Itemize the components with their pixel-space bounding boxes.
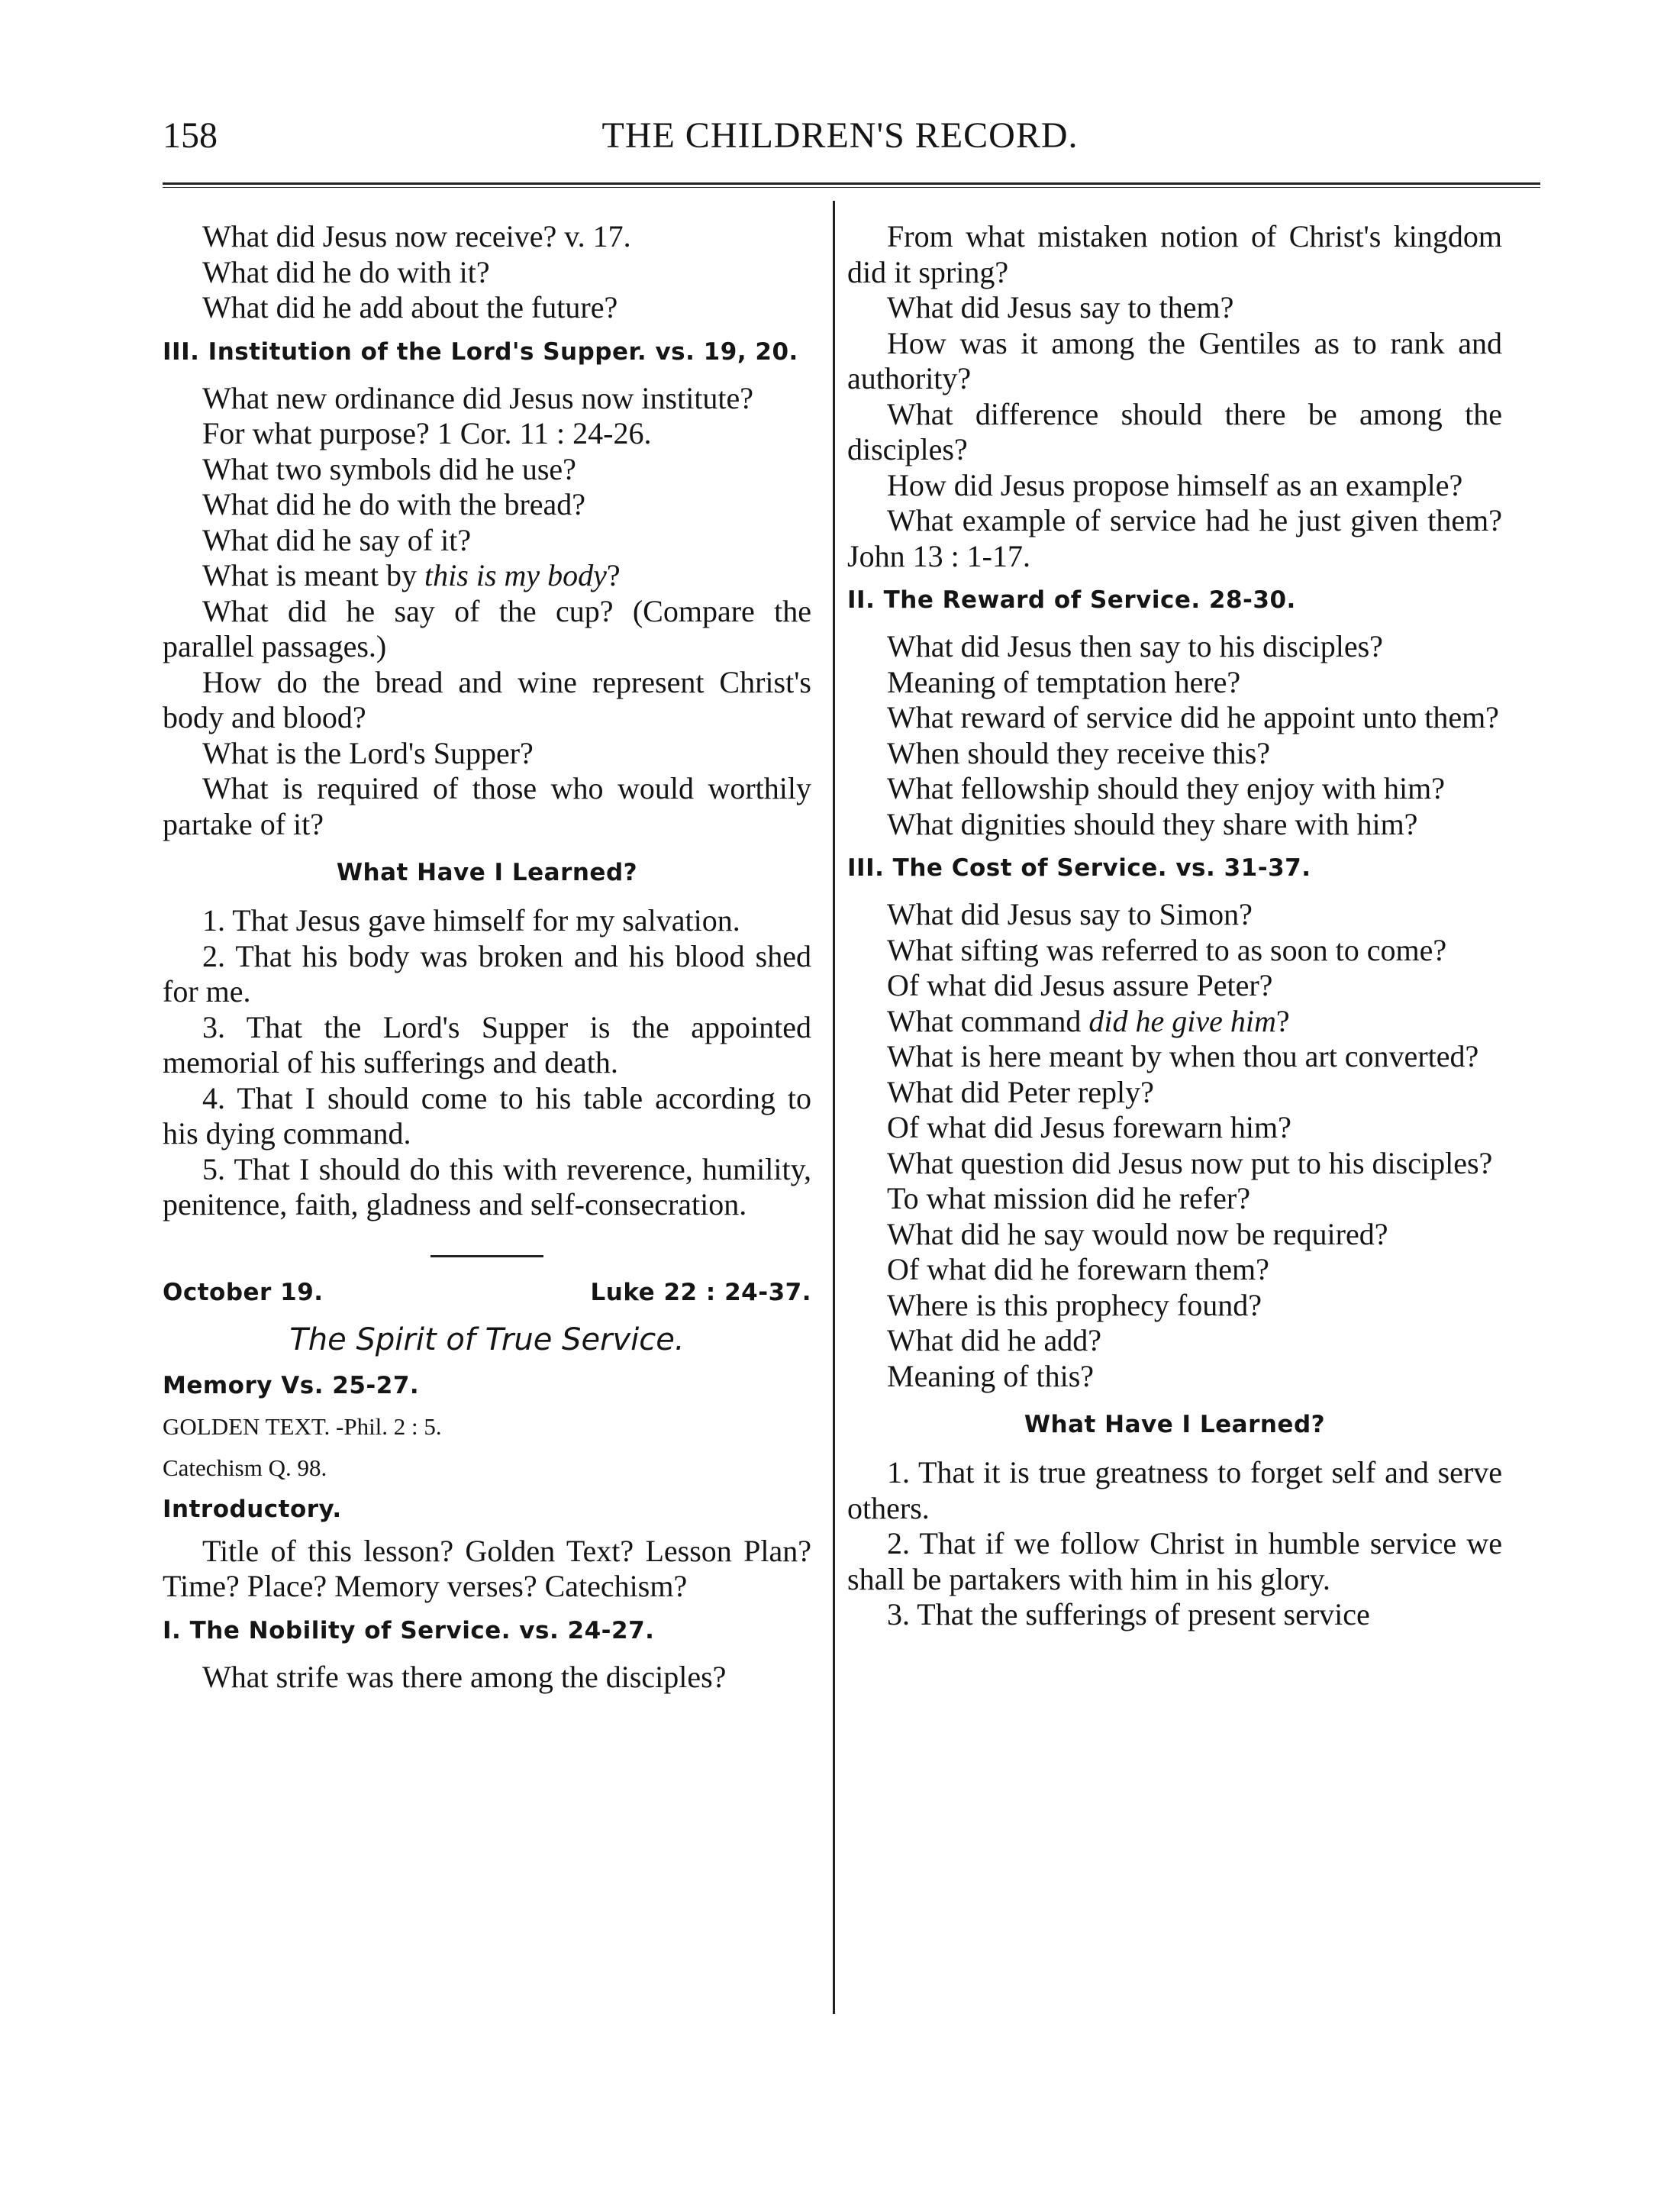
question: What did Jesus then say to his disciples? [887, 629, 1383, 663]
question: What is here meant by when thou art converted? [887, 1039, 1479, 1073]
question-italic: this is my body [424, 558, 607, 592]
golden-text: GOLDEN TEXT. -Phil. 2 : 5. [163, 1412, 442, 1440]
question: What new ordinance did Jesus now institute? [202, 380, 754, 415]
question: What reward of service did he appoint unto them? [887, 700, 1499, 734]
question-text: What command [887, 1003, 1089, 1038]
catechism: Catechism Q. 98. [163, 1454, 327, 1481]
question-text: ? [606, 558, 621, 592]
learned-item: 2. That his body was broken and his blood shed for me. [163, 938, 811, 1008]
section-heading: III. The Cost of Service. vs. 31-37. [847, 854, 1311, 882]
learned-item: 3. That the sufferings of present service [887, 1597, 1370, 1631]
question: What did he add about the future? [202, 290, 618, 324]
question: What strife was there among the disciples? [202, 1659, 727, 1694]
question: What did Jesus say to Simon? [887, 897, 1253, 931]
memory-verses: Memory Vs. 25-27. [163, 1371, 420, 1399]
question: Of what did Jesus assure Peter? [887, 968, 1273, 1002]
learned-item: 1. That Jesus gave himself for my salvation. [202, 903, 740, 937]
question [163, 558, 811, 594]
question-text: What is meant by [202, 558, 425, 592]
learned-item: 4. That I should come to his table according to his dying command. [163, 1080, 811, 1150]
question: Of what did Jesus forewarn him? [887, 1110, 1291, 1144]
question: What did he say would now be required? [887, 1216, 1388, 1251]
right-column [847, 219, 1502, 1633]
section-heading: I. The Nobility of Service. vs. 24-27. [163, 1616, 655, 1644]
question: What sifting was referred to as soon to come? [887, 932, 1447, 967]
question-text: ? [1275, 1003, 1290, 1038]
question: Where is this prophecy found? [887, 1287, 1262, 1322]
lesson-date: October 19. [163, 1278, 324, 1306]
question: What fellowship should they enjoy with him? [887, 771, 1445, 805]
question: How was it among the Gentiles as to rank and authority? [847, 325, 1502, 395]
lesson-reference: Luke 22 : 24-37. [590, 1278, 811, 1306]
question: What did he do with it? [202, 254, 490, 289]
column-divider [833, 201, 835, 2014]
learned-item: 2. That if we follow Christ in humble service we shall be partakers with him in his glory. [847, 1526, 1502, 1596]
question: Meaning of temptation here? [887, 664, 1241, 699]
learned-item: 1. That it is true greatness to forget self and serve others. [847, 1455, 1502, 1525]
header-rule [163, 182, 1540, 188]
learned-item: 3. That the Lord's Supper is the appointed memorial of his sufferings and death. [163, 1009, 811, 1079]
lesson-separator [430, 1255, 543, 1257]
learned-heading: What Have I Learned? [336, 859, 638, 886]
question: What did he do with the bread? [202, 487, 586, 521]
question: What did he say of the cup? (Compare the parallel passages.) [163, 593, 811, 663]
introductory-text: Title of this lesson? Golden Text? Lesson Plan? Time? Place? Memory verses? Catechism? [163, 1533, 811, 1603]
question: What example of service had he just given them? John 13 : 1-17. [847, 503, 1502, 573]
question: What did Jesus say to them? [887, 290, 1234, 324]
question: What did he add? [887, 1323, 1101, 1357]
question: Of what did he forewarn them? [887, 1252, 1269, 1286]
learned-heading: What Have I Learned? [1024, 1411, 1326, 1438]
question: Meaning of this? [887, 1358, 1095, 1393]
question: How do the bread and wine represent Christ's body and blood? [163, 664, 811, 734]
question: What difference should there be among the disciples? [847, 396, 1502, 466]
question: From what mistaken notion of Christ's kingdom did it spring? [847, 219, 1502, 289]
running-title: THE CHILDREN'S RECORD. [601, 115, 1079, 156]
lesson-header [163, 1279, 811, 1306]
section-heading: III. Institution of the Lord's Supper. vs. 19, 20. [163, 337, 798, 366]
question: What did Jesus now receive? v. 17. [202, 219, 631, 253]
question: What dignities should they share with him? [887, 806, 1418, 841]
question: What two symbols did he use? [202, 451, 576, 486]
learned-item: 5. That I should do this with reverence, humility, penitence, faith, gladness and self-consecration. [163, 1151, 811, 1221]
lesson-title: The Spirit of True Service. [289, 1322, 685, 1357]
question: What did Peter reply? [887, 1074, 1154, 1109]
introductory-heading: Introductory. [163, 1495, 342, 1523]
question: What is the Lord's Supper? [202, 735, 534, 770]
question [847, 1004, 1502, 1040]
question: What question did Jesus now put to his disciples? [887, 1145, 1493, 1180]
question: For what purpose? 1 Cor. 11 : 24-26. [202, 416, 652, 450]
question-italic: did he give him [1088, 1003, 1276, 1038]
question: To what mission did he refer? [887, 1181, 1250, 1215]
question: What is required of those who would worthily partake of it? [163, 771, 811, 841]
left-column [163, 219, 811, 1695]
question: What did he say of it? [202, 522, 472, 557]
page-number: 158 [163, 115, 218, 156]
section-heading: II. The Reward of Service. 28-30. [847, 586, 1296, 614]
question: How did Jesus propose himself as an example? [887, 467, 1463, 502]
question: When should they receive this? [887, 735, 1271, 770]
